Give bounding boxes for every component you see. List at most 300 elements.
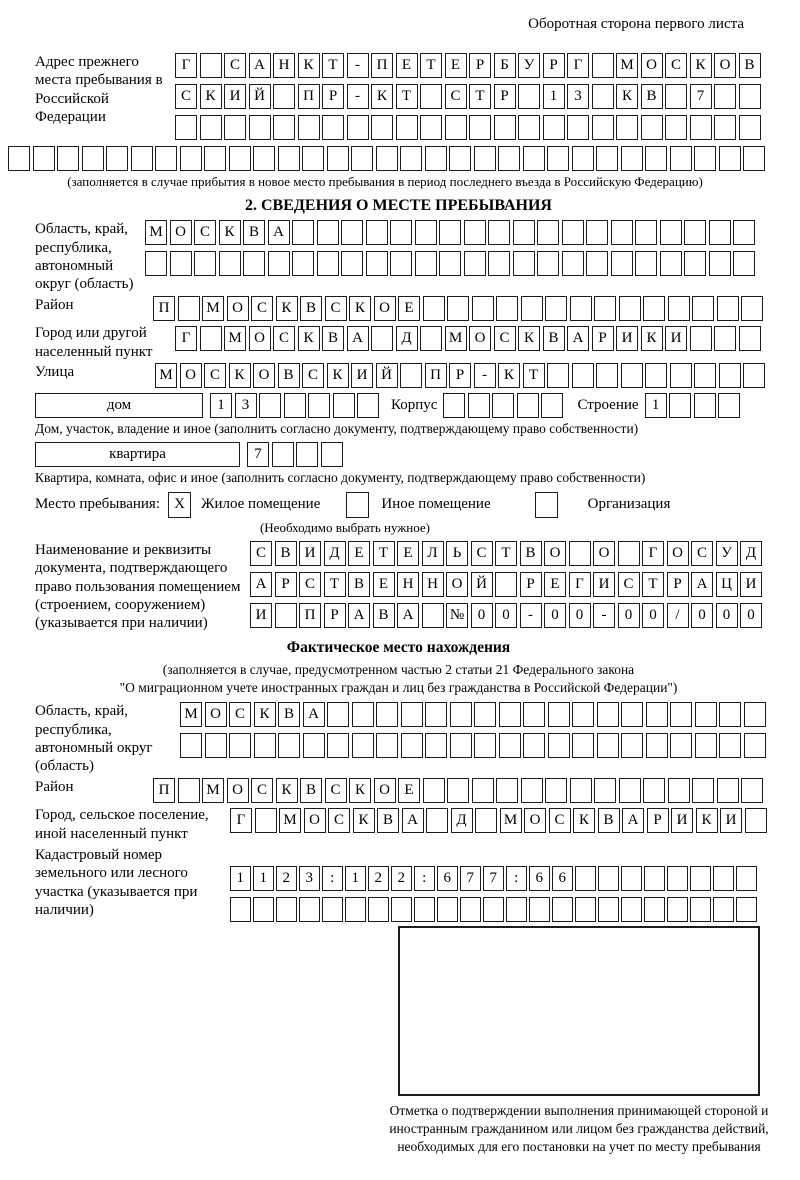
char-cell[interactable]: Т [373, 541, 395, 566]
char-cell[interactable] [425, 733, 447, 758]
char-cell[interactable]: И [224, 84, 246, 109]
char-cell[interactable]: Р [324, 603, 346, 628]
char-cell[interactable] [518, 84, 540, 109]
char-cell[interactable] [376, 702, 398, 727]
char-cell[interactable]: Д [324, 541, 346, 566]
char-cell[interactable] [106, 146, 128, 171]
char-cell[interactable]: К [616, 84, 638, 109]
char-cell[interactable] [494, 115, 516, 140]
char-cell[interactable] [694, 363, 716, 388]
char-cell[interactable] [670, 702, 692, 727]
char-cell[interactable] [423, 778, 445, 803]
char-cell[interactable] [341, 251, 363, 276]
char-cell[interactable] [611, 220, 633, 245]
char-cell[interactable] [475, 808, 497, 833]
char-cell[interactable]: / [667, 603, 689, 628]
char-cell[interactable] [736, 897, 757, 922]
char-cell[interactable] [347, 115, 369, 140]
char-cell[interactable] [665, 115, 687, 140]
char-cell[interactable]: : [322, 866, 343, 891]
char-cell[interactable] [200, 326, 222, 351]
char-cell[interactable] [643, 778, 665, 803]
char-cell[interactable]: В [377, 808, 399, 833]
char-cell[interactable] [597, 733, 619, 758]
actual-region-row-1[interactable] [180, 702, 766, 727]
char-cell[interactable] [273, 115, 295, 140]
char-cell[interactable] [645, 363, 667, 388]
char-cell[interactable]: 6 [552, 866, 573, 891]
char-cell[interactable] [547, 146, 569, 171]
char-cell[interactable]: А [250, 572, 272, 597]
char-cell[interactable]: К [518, 326, 540, 351]
char-cell[interactable]: Е [544, 572, 566, 597]
city-row[interactable] [175, 326, 761, 351]
char-cell[interactable]: А [397, 603, 419, 628]
char-cell[interactable]: Т [495, 541, 517, 566]
char-cell[interactable] [644, 866, 665, 891]
char-cell[interactable]: Г [567, 53, 589, 78]
char-cell[interactable] [597, 702, 619, 727]
char-cell[interactable] [420, 326, 442, 351]
char-cell[interactable] [521, 296, 543, 321]
char-cell[interactable] [254, 733, 276, 758]
char-cell[interactable] [268, 251, 290, 276]
char-cell[interactable]: О [227, 296, 249, 321]
char-cell[interactable]: Г [642, 541, 664, 566]
prev-address-row-3[interactable] [175, 115, 761, 140]
char-cell[interactable]: Е [373, 572, 395, 597]
char-cell[interactable] [253, 897, 274, 922]
char-cell[interactable] [472, 778, 494, 803]
char-cell[interactable] [445, 115, 467, 140]
char-cell[interactable]: С [445, 84, 467, 109]
char-cell[interactable]: В [243, 220, 265, 245]
char-cell[interactable] [521, 778, 543, 803]
char-cell[interactable] [646, 733, 668, 758]
char-cell[interactable]: А [402, 808, 424, 833]
char-cell[interactable] [327, 702, 349, 727]
char-cell[interactable] [541, 393, 563, 418]
char-cell[interactable]: О [180, 363, 202, 388]
char-cell[interactable] [447, 296, 469, 321]
char-cell[interactable]: В [373, 603, 395, 628]
char-cell[interactable] [743, 146, 765, 171]
char-cell[interactable] [592, 115, 614, 140]
char-cell[interactable] [296, 442, 318, 467]
char-cell[interactable]: В [275, 541, 297, 566]
char-cell[interactable] [567, 115, 589, 140]
char-cell[interactable]: С [549, 808, 571, 833]
char-cell[interactable]: 3 [299, 866, 320, 891]
char-cell[interactable] [298, 115, 320, 140]
char-cell[interactable]: С [665, 53, 687, 78]
char-cell[interactable]: 6 [529, 866, 550, 891]
char-cell[interactable]: В [348, 572, 370, 597]
char-cell[interactable]: Й [249, 84, 271, 109]
char-cell[interactable]: К [498, 363, 520, 388]
char-cell[interactable]: У [518, 53, 540, 78]
char-cell[interactable]: П [425, 363, 447, 388]
actual-district-row[interactable] [153, 778, 763, 803]
char-cell[interactable] [736, 866, 757, 891]
char-cell[interactable]: П [299, 603, 321, 628]
char-cell[interactable] [739, 115, 761, 140]
char-cell[interactable]: 2 [391, 866, 412, 891]
char-cell[interactable] [390, 251, 412, 276]
char-cell[interactable]: 0 [544, 603, 566, 628]
char-cell[interactable] [744, 702, 766, 727]
char-cell[interactable]: Т [469, 84, 491, 109]
char-cell[interactable]: М [202, 778, 224, 803]
char-cell[interactable]: К [690, 53, 712, 78]
checkbox-organization[interactable] [535, 492, 558, 518]
char-cell[interactable] [229, 733, 251, 758]
char-cell[interactable]: А [303, 702, 325, 727]
char-cell[interactable] [180, 733, 202, 758]
char-cell[interactable]: 0 [471, 603, 493, 628]
char-cell[interactable] [366, 251, 388, 276]
char-cell[interactable] [598, 897, 619, 922]
char-cell[interactable] [670, 733, 692, 758]
char-cell[interactable]: Т [396, 84, 418, 109]
char-cell[interactable] [545, 296, 567, 321]
char-cell[interactable] [278, 733, 300, 758]
char-cell[interactable] [33, 146, 55, 171]
char-cell[interactable] [200, 53, 222, 78]
char-cell[interactable]: Р [543, 53, 565, 78]
char-cell[interactable]: Д [451, 808, 473, 833]
char-cell[interactable]: В [598, 808, 620, 833]
char-cell[interactable] [694, 146, 716, 171]
char-cell[interactable] [596, 363, 618, 388]
char-cell[interactable]: 1 [253, 866, 274, 891]
char-cell[interactable] [513, 251, 535, 276]
char-cell[interactable] [415, 251, 437, 276]
char-cell[interactable]: О [227, 778, 249, 803]
char-cell[interactable] [275, 603, 297, 628]
char-cell[interactable] [635, 251, 657, 276]
char-cell[interactable] [714, 326, 736, 351]
char-cell[interactable] [592, 84, 614, 109]
char-cell[interactable]: Р [647, 808, 669, 833]
char-cell[interactable] [468, 393, 490, 418]
char-cell[interactable] [719, 733, 741, 758]
char-cell[interactable] [414, 897, 435, 922]
char-cell[interactable] [694, 393, 716, 418]
char-cell[interactable] [670, 363, 692, 388]
char-cell[interactable]: К [298, 326, 320, 351]
char-cell[interactable]: О [374, 296, 396, 321]
char-cell[interactable] [739, 326, 761, 351]
char-cell[interactable]: М [500, 808, 522, 833]
char-cell[interactable] [219, 251, 241, 276]
char-cell[interactable] [439, 220, 461, 245]
char-cell[interactable]: А [622, 808, 644, 833]
char-cell[interactable]: Е [445, 53, 467, 78]
char-cell[interactable] [667, 866, 688, 891]
street-row[interactable] [155, 363, 765, 388]
char-cell[interactable]: К [219, 220, 241, 245]
char-cell[interactable] [170, 251, 192, 276]
char-cell[interactable]: С [325, 296, 347, 321]
char-cell[interactable] [333, 393, 355, 418]
char-cell[interactable] [692, 296, 714, 321]
char-cell[interactable] [570, 296, 592, 321]
char-cell[interactable]: И [740, 572, 762, 597]
char-cell[interactable] [317, 220, 339, 245]
apartment-number-row[interactable] [247, 442, 343, 467]
char-cell[interactable] [572, 702, 594, 727]
char-cell[interactable] [155, 146, 177, 171]
char-cell[interactable] [743, 363, 765, 388]
char-cell[interactable]: И [671, 808, 693, 833]
char-cell[interactable]: А [347, 326, 369, 351]
char-cell[interactable]: К [641, 326, 663, 351]
char-cell[interactable]: М [279, 808, 301, 833]
char-cell[interactable] [572, 363, 594, 388]
char-cell[interactable] [249, 115, 271, 140]
char-cell[interactable]: Л [422, 541, 444, 566]
char-cell[interactable]: С [251, 778, 273, 803]
char-cell[interactable]: Г [230, 808, 252, 833]
char-cell[interactable] [352, 733, 374, 758]
char-cell[interactable] [439, 251, 461, 276]
char-cell[interactable] [619, 778, 641, 803]
char-cell[interactable] [709, 220, 731, 245]
char-cell[interactable] [200, 115, 222, 140]
char-cell[interactable]: Е [396, 53, 418, 78]
char-cell[interactable] [690, 115, 712, 140]
char-cell[interactable] [180, 146, 202, 171]
char-cell[interactable] [667, 897, 688, 922]
char-cell[interactable] [8, 146, 30, 171]
char-cell[interactable]: С [691, 541, 713, 566]
char-cell[interactable] [684, 220, 706, 245]
char-cell[interactable] [366, 220, 388, 245]
char-cell[interactable] [621, 897, 642, 922]
char-cell[interactable] [273, 84, 295, 109]
char-cell[interactable] [496, 296, 518, 321]
char-cell[interactable] [391, 897, 412, 922]
char-cell[interactable] [586, 220, 608, 245]
char-cell[interactable] [695, 702, 717, 727]
char-cell[interactable] [518, 115, 540, 140]
char-cell[interactable] [733, 220, 755, 245]
char-cell[interactable] [644, 897, 665, 922]
char-cell[interactable]: П [371, 53, 393, 78]
char-cell[interactable] [205, 733, 227, 758]
char-cell[interactable] [460, 897, 481, 922]
char-cell[interactable] [401, 702, 423, 727]
char-cell[interactable] [472, 296, 494, 321]
char-cell[interactable]: Й [376, 363, 398, 388]
char-cell[interactable] [741, 778, 763, 803]
char-cell[interactable]: И [593, 572, 615, 597]
char-cell[interactable] [488, 251, 510, 276]
char-cell[interactable] [594, 296, 616, 321]
char-cell[interactable]: К [353, 808, 375, 833]
char-cell[interactable] [292, 251, 314, 276]
char-cell[interactable]: В [322, 326, 344, 351]
char-cell[interactable] [592, 53, 614, 78]
char-cell[interactable]: В [300, 296, 322, 321]
char-cell[interactable] [284, 393, 306, 418]
char-cell[interactable]: 6 [437, 866, 458, 891]
char-cell[interactable] [513, 220, 535, 245]
char-cell[interactable]: С [251, 296, 273, 321]
char-cell[interactable]: Й [471, 572, 493, 597]
checkbox-residential[interactable]: X [168, 492, 191, 518]
char-cell[interactable] [575, 897, 596, 922]
char-cell[interactable]: Р [667, 572, 689, 597]
char-cell[interactable] [690, 326, 712, 351]
char-cell[interactable]: О [374, 778, 396, 803]
char-cell[interactable] [415, 220, 437, 245]
char-cell[interactable] [371, 115, 393, 140]
char-cell[interactable] [194, 251, 216, 276]
char-cell[interactable] [621, 146, 643, 171]
char-cell[interactable]: С [618, 572, 640, 597]
char-cell[interactable]: 1 [345, 866, 366, 891]
char-cell[interactable] [586, 251, 608, 276]
char-cell[interactable]: К [229, 363, 251, 388]
char-cell[interactable]: А [691, 572, 713, 597]
korpus-row[interactable] [443, 393, 563, 418]
char-cell[interactable] [327, 733, 349, 758]
char-cell[interactable]: О [249, 326, 271, 351]
char-cell[interactable] [719, 702, 741, 727]
actual-region-row-2[interactable] [180, 733, 766, 758]
char-cell[interactable] [447, 778, 469, 803]
char-cell[interactable] [423, 296, 445, 321]
char-cell[interactable] [665, 84, 687, 109]
char-cell[interactable] [255, 808, 277, 833]
char-cell[interactable] [572, 733, 594, 758]
char-cell[interactable]: Е [398, 778, 420, 803]
char-cell[interactable]: 7 [247, 442, 269, 467]
char-cell[interactable] [308, 393, 330, 418]
char-cell[interactable]: А [268, 220, 290, 245]
char-cell[interactable] [400, 363, 422, 388]
char-cell[interactable] [548, 702, 570, 727]
char-cell[interactable] [437, 897, 458, 922]
char-cell[interactable]: М [202, 296, 224, 321]
char-cell[interactable]: М [616, 53, 638, 78]
char-cell[interactable]: Н [397, 572, 419, 597]
char-cell[interactable]: К [276, 778, 298, 803]
cadastral-row-2[interactable] [230, 897, 757, 922]
char-cell[interactable]: Г [569, 572, 591, 597]
char-cell[interactable] [523, 733, 545, 758]
char-cell[interactable] [621, 702, 643, 727]
char-cell[interactable]: Д [740, 541, 762, 566]
char-cell[interactable] [488, 220, 510, 245]
char-cell[interactable] [401, 733, 423, 758]
char-cell[interactable]: К [254, 702, 276, 727]
char-cell[interactable]: Р [449, 363, 471, 388]
char-cell[interactable] [619, 296, 641, 321]
char-cell[interactable]: - [347, 53, 369, 78]
char-cell[interactable]: С [175, 84, 197, 109]
char-cell[interactable] [498, 146, 520, 171]
prev-address-row-1[interactable] [175, 53, 761, 78]
char-cell[interactable] [523, 146, 545, 171]
region-row-1[interactable] [145, 220, 755, 245]
char-cell[interactable] [299, 897, 320, 922]
char-cell[interactable] [618, 541, 640, 566]
char-cell[interactable] [668, 296, 690, 321]
char-cell[interactable] [562, 220, 584, 245]
char-cell[interactable] [371, 326, 393, 351]
char-cell[interactable] [575, 866, 596, 891]
char-cell[interactable] [719, 146, 741, 171]
document-row-3[interactable] [250, 603, 762, 628]
char-cell[interactable]: К [200, 84, 222, 109]
char-cell[interactable]: О [641, 53, 663, 78]
char-cell[interactable] [400, 146, 422, 171]
char-cell[interactable]: И [351, 363, 373, 388]
char-cell[interactable] [302, 146, 324, 171]
checkbox-other-premises[interactable] [346, 492, 369, 518]
char-cell[interactable]: Р [275, 572, 297, 597]
char-cell[interactable]: О [714, 53, 736, 78]
char-cell[interactable]: С [229, 702, 251, 727]
char-cell[interactable]: М [445, 326, 467, 351]
char-cell[interactable] [499, 702, 521, 727]
char-cell[interactable]: С [299, 572, 321, 597]
char-cell[interactable]: - [520, 603, 542, 628]
char-cell[interactable]: Г [175, 53, 197, 78]
char-cell[interactable]: - [347, 84, 369, 109]
char-cell[interactable] [351, 146, 373, 171]
char-cell[interactable]: : [414, 866, 435, 891]
char-cell[interactable]: К [696, 808, 718, 833]
actual-city-row[interactable] [230, 808, 767, 833]
char-cell[interactable] [669, 393, 691, 418]
char-cell[interactable] [276, 897, 297, 922]
char-cell[interactable] [495, 572, 517, 597]
char-cell[interactable] [450, 733, 472, 758]
char-cell[interactable] [635, 220, 657, 245]
char-cell[interactable] [178, 296, 200, 321]
char-cell[interactable]: В [543, 326, 565, 351]
char-cell[interactable] [82, 146, 104, 171]
char-cell[interactable] [645, 146, 667, 171]
region-row-2[interactable] [145, 251, 755, 276]
char-cell[interactable]: К [349, 296, 371, 321]
document-row-2[interactable] [250, 572, 762, 597]
char-cell[interactable] [596, 146, 618, 171]
char-cell[interactable]: - [593, 603, 615, 628]
char-cell[interactable]: В [278, 363, 300, 388]
char-cell[interactable] [368, 897, 389, 922]
char-cell[interactable]: Ц [716, 572, 738, 597]
char-cell[interactable]: О [170, 220, 192, 245]
char-cell[interactable] [224, 115, 246, 140]
char-cell[interactable] [733, 251, 755, 276]
char-cell[interactable]: В [278, 702, 300, 727]
char-cell[interactable] [713, 897, 734, 922]
char-cell[interactable] [278, 146, 300, 171]
char-cell[interactable]: И [665, 326, 687, 351]
char-cell[interactable] [714, 115, 736, 140]
char-cell[interactable]: 2 [368, 866, 389, 891]
char-cell[interactable]: Б [494, 53, 516, 78]
char-cell[interactable] [547, 363, 569, 388]
char-cell[interactable] [684, 251, 706, 276]
char-cell[interactable] [745, 808, 767, 833]
char-cell[interactable] [621, 733, 643, 758]
